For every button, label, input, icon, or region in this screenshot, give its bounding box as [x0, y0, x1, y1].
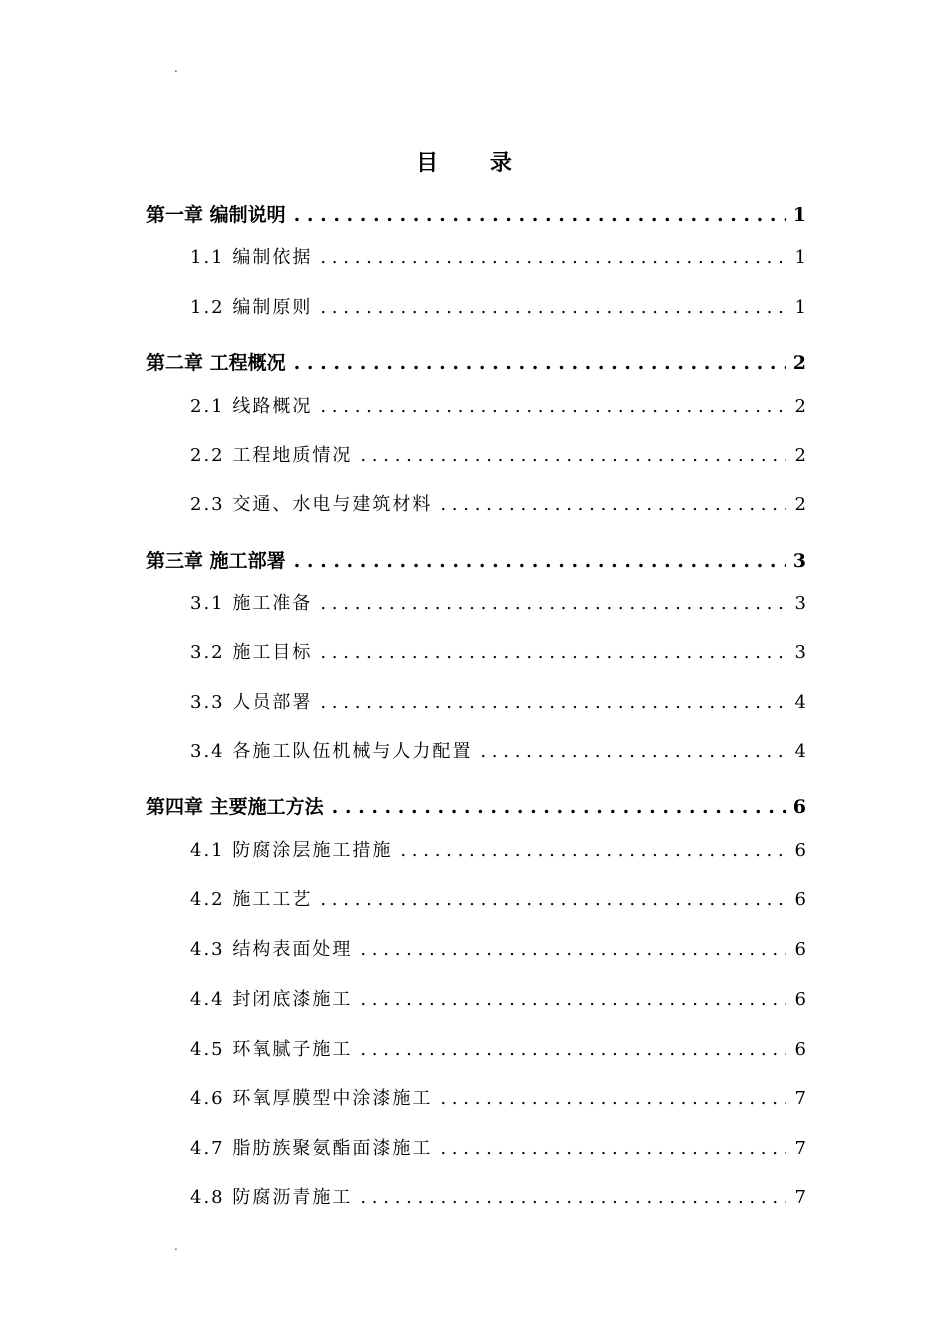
dot-leader	[320, 889, 786, 910]
toc-entry-label: 4.7 脂肪族聚氨酯面漆施工	[190, 1138, 433, 1159]
toc-entry-label: 3.4 各施工队伍机械与人力配置	[190, 741, 473, 762]
toc-page-number: 3	[792, 550, 806, 572]
toc-entry-label: 第一章 编制说明	[146, 204, 286, 226]
toc-section-entry[interactable]	[190, 490, 806, 516]
toc-page-number: 6	[794, 1039, 806, 1060]
toc-section-entry[interactable]	[190, 688, 806, 714]
toc-page-number: 4	[794, 692, 806, 713]
toc-section-entry[interactable]	[190, 293, 806, 319]
corner-mark-bottom: .	[174, 1239, 178, 1253]
toc-section-entry[interactable]	[190, 1183, 806, 1209]
dot-leader	[360, 445, 786, 466]
toc-page-number: 6	[794, 889, 806, 910]
toc-entry-label: 3.1 施工准备	[190, 593, 313, 614]
dot-leader	[320, 247, 786, 268]
toc-page-number: 3	[794, 593, 806, 614]
toc-page-number: 1	[794, 247, 806, 268]
toc-page-number: 2	[794, 396, 806, 417]
dot-leader	[360, 1187, 786, 1208]
toc-entry-label: 第四章 主要施工方法	[146, 796, 324, 818]
toc-entry-label: 1.1 编制依据	[190, 247, 313, 268]
dot-leader	[294, 352, 786, 374]
dot-leader	[294, 550, 786, 572]
dot-leader	[332, 796, 786, 818]
toc-section-entry[interactable]	[190, 243, 806, 269]
toc-chapter-entry[interactable]	[146, 200, 806, 227]
toc-page-number: 3	[794, 642, 806, 663]
toc-section-entry[interactable]	[190, 985, 806, 1011]
toc-section-entry[interactable]	[190, 836, 806, 862]
toc-entry-label: 4.4 封闭底漆施工	[190, 989, 353, 1010]
toc-entry-label: 1.2 编制原则	[190, 297, 313, 318]
toc-page-number: 1	[792, 204, 806, 226]
toc-section-entry[interactable]	[190, 1035, 806, 1061]
dot-leader	[400, 840, 786, 861]
toc-chapter-entry[interactable]	[146, 792, 806, 819]
dot-leader	[294, 204, 786, 226]
toc-entry-label: 2.3 交通、水电与建筑材料	[190, 494, 433, 515]
toc-page-number: 7	[794, 1187, 806, 1208]
dot-leader	[320, 692, 786, 713]
toc-page-number: 6	[792, 796, 806, 818]
dot-leader	[360, 989, 786, 1010]
toc-page-number: 2	[794, 494, 806, 515]
toc-page-number: 7	[794, 1138, 806, 1159]
toc-section-entry[interactable]	[190, 638, 806, 664]
toc-section-entry[interactable]	[190, 392, 806, 418]
toc-page-number: 6	[794, 939, 806, 960]
toc-title: 目 录	[416, 150, 534, 176]
dot-leader	[320, 396, 786, 417]
toc-page-number: 2	[794, 445, 806, 466]
dot-leader	[440, 1088, 786, 1109]
toc-section-entry[interactable]	[190, 1134, 806, 1160]
toc-page-number: 6	[794, 989, 806, 1010]
dot-leader	[440, 1138, 786, 1159]
toc-entry-label: 第二章 工程概况	[146, 352, 286, 374]
toc-page-number: 1	[794, 297, 806, 318]
toc-chapter-entry[interactable]	[146, 546, 806, 573]
toc-section-entry[interactable]	[190, 885, 806, 911]
toc-entry-label: 2.1 线路概况	[190, 396, 313, 417]
toc-entry-label: 第三章 施工部署	[146, 550, 286, 572]
toc-page-number: 2	[792, 352, 806, 374]
dot-leader	[440, 494, 786, 515]
toc-section-entry[interactable]	[190, 1084, 806, 1110]
toc-entry-label: 4.2 施工工艺	[190, 889, 313, 910]
toc-entry-label: 4.5 环氧腻子施工	[190, 1039, 353, 1060]
dot-leader	[480, 741, 786, 762]
toc-section-entry[interactable]	[190, 737, 806, 763]
dot-leader	[320, 642, 786, 663]
corner-mark-top: .	[174, 61, 178, 75]
toc-section-entry[interactable]	[190, 589, 806, 615]
toc-page-number: 7	[794, 1088, 806, 1109]
dot-leader	[320, 297, 786, 318]
toc-entry-label: 3.2 施工目标	[190, 642, 313, 663]
toc-section-entry[interactable]	[190, 935, 806, 961]
dot-leader	[320, 593, 786, 614]
dot-leader	[360, 939, 786, 960]
toc-entry-label: 2.2 工程地质情况	[190, 445, 353, 466]
toc-chapter-entry[interactable]	[146, 348, 806, 375]
toc-page-number: 6	[794, 840, 806, 861]
toc-entry-label: 3.3 人员部署	[190, 692, 313, 713]
toc-page-number: 4	[794, 741, 806, 762]
toc-entry-label: 4.3 结构表面处理	[190, 939, 353, 960]
toc-entry-label: 4.8 防腐沥青施工	[190, 1187, 353, 1208]
toc-section-entry[interactable]	[190, 441, 806, 467]
toc-entry-label: 4.6 环氧厚膜型中涂漆施工	[190, 1088, 433, 1109]
toc-entry-label: 4.1 防腐涂层施工措施	[190, 840, 393, 861]
dot-leader	[360, 1039, 786, 1060]
